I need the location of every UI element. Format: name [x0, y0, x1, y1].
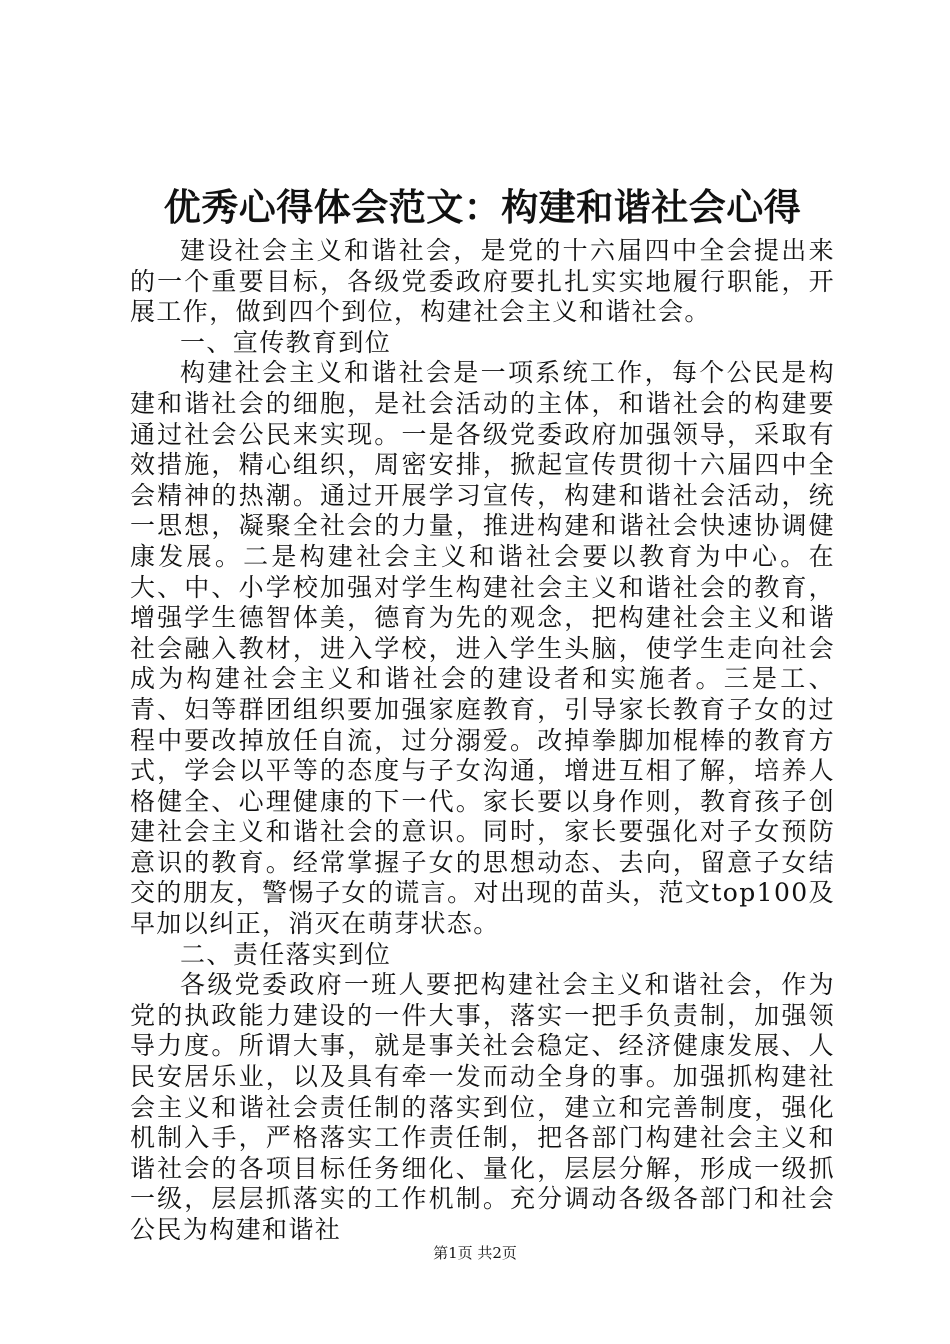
body-paragraph: 建设社会主义和谐社会，是党的十六届四中全会提出来的一个重要目标，各级党委政府要扎扎实实地履行职能，开展工作，做到四个到位，构建社会主义和谐社会。	[130, 236, 835, 327]
document-title: 优秀心得体会范文：构建和谐社会心得	[163, 186, 802, 229]
body-paragraph: 构建社会主义和谐社会是一项系统工作，每个公民是构建和谐社会的细胞，是社会活动的主体，和谐社会的构建要通过社会公民来实现。一是各级党委政府加强领导，采取有效措施，精心组织，周密安排，掀起宣传贯彻十六届四中全会精神的热潮。通过开展学习宣传，构建和谐社会活动，统一思想，凝聚全社会的力量，推进构建和谐社会快速协调健康发展。二是构建社会主义和谐社会要以教育为中心。在大、中、小学校加强对学生构建社会主义和谐社会的教育，增强学生德智体美，德育为先的观念，把构建社会主义和谐社会融入教材，进入学校，进入学生头脑，使学生走向社会成为构建社会主义和谐社会的建设者和实施者。三是工、青、妇等群团组织要加强家庭教育，引导家长教育子女的过程中要改掉放任自流，过分溺爱。改掉拳脚加棍棒的教育方式，学会以平等的态度与子女沟通，增进互相了解，培养人格健全、心理健康的下一代。家长要以身作则，教育孩子创建社会主义和谐社会的意识。同时，家长要强化对子女预防意识的教育。经常掌握子女的思想动态、去向，留意子女结交的朋友，警惕子女的谎言。对出现的苗头，范文top100及早加以纠正，消灭在萌芽状态。	[130, 358, 835, 939]
page-number-footer: 第1页 共2页	[433, 1244, 517, 1262]
document-body	[130, 236, 835, 1246]
document-page	[130, 180, 835, 1246]
section-heading: 一、宣传教育到位	[180, 327, 392, 357]
body-paragraph: 各级党委政府一班人要把构建社会主义和谐社会，作为党的执政能力建设的一件大事，落实一把手负责制，加强领导力度。所谓大事，就是事关社会稳定、经济健康发展、人民安居乐业，以及具有牵一发而动全身的事。加强抓构建社会主义和谐社会责任制的落实到位，建立和完善制度，强化机制入手，严格落实工作责任制，把各部门构建社会主义和谐社会的各项目标任务细化、量化，层层分解，形成一级抓一级，层层抓落实的工作机制。充分调动各级各部门和社会公民为构建和谐社	[130, 970, 835, 1244]
section-heading: 二、责任落实到位	[180, 939, 392, 969]
